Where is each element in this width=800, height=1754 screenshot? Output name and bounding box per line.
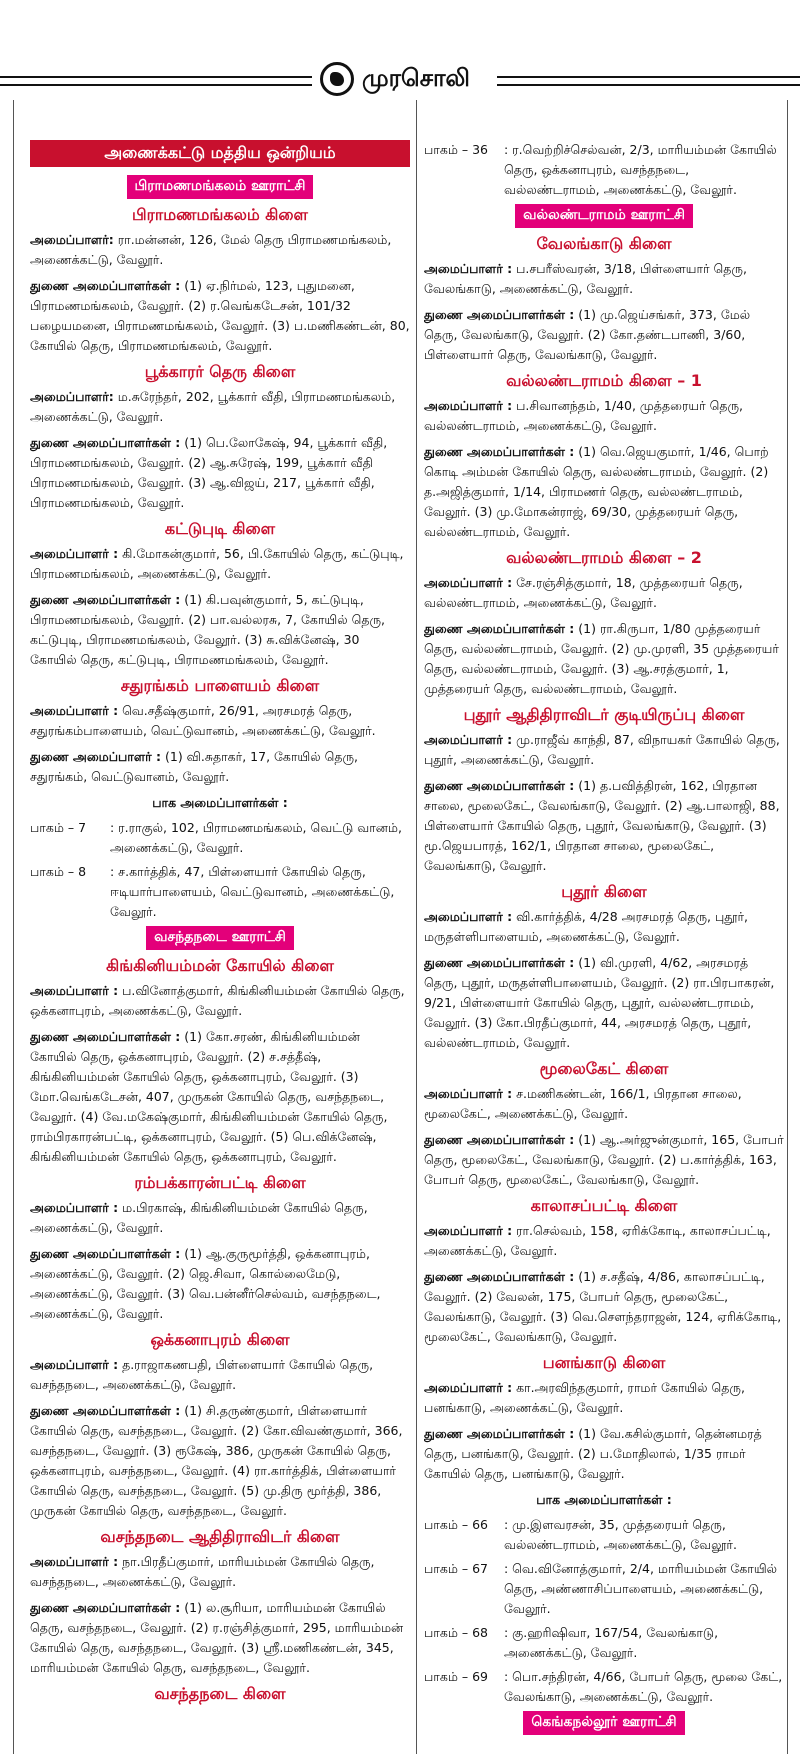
- column-left: [30, 140, 410, 1754]
- organizer-entry: அமைப்பாளர் : ப.சிவானந்தம், 1/40, முத்தரையர் தெரு, வல்லண்டராமம், அணைக்கட்டு, வேலூர்.: [424, 398, 744, 433]
- organizer-entry: அமைப்பாளர் : கா.அரவிந்தகுமார், ராமர் கோயில் தெரு, பனங்காடு, அணைக்கட்டு, வேலூர்.: [424, 1380, 745, 1415]
- branch-title: ரம்பக்காரன்பட்டி கிளை: [134, 1173, 306, 1192]
- branch-title: வல்லண்டராமம் கிளை – 1: [506, 371, 702, 390]
- assistant-organizers-entry: துணை அமைப்பாளர் : (1) வி.சுதாகர், 17, கோயில் தெரு, சதுரங்கம், வெட்டுவானம், வேலூர்.: [30, 749, 359, 784]
- ward-entry: பாகம் – 69 : பொ.சந்திரன், 4/66, போபர் தெரு, மூலை கேட், வேலங்காடு, அணைக்கட்டு, வேலூர்.: [424, 1669, 783, 1704]
- masthead: [0, 0, 800, 100]
- branch-title: பனங்காடு கிளை: [542, 1353, 666, 1372]
- ward-organizers-title: பாக அமைப்பாளர்கள் :: [536, 1492, 672, 1507]
- assistant-organizers-entry: துணை அமைப்பாளர்கள் : (1) வெ.ஜெயகுமார், 1/46, பொற் கொடி அம்மன் கோயில் தெரு, வல்லண்டராமம், வேலூர். (2) த.அஜித்குமார், 1/14, பிராமணர் தெரு, வல்லண்டராமம், வேலூர். (3) மு.மோகன்ராஜ், 69/30, முத்தரையர் தெரு, வல்லண்டராமம், வேலூர்.: [424, 444, 769, 539]
- assistant-organizers-entry: துணை அமைப்பாளர்கள் : (1) சி.தருண்குமார், பிள்ளையார் கோயில் தெரு, வசந்தநடை, வேலூர். (2) கோ.விவண்குமார், 366, வசந்தநடை, வேலூர். (3) ரூகேஷ், 386, முருகன் கோயில் தெரு, ஒக்கனாபுரம், வசந்தநடை, வேலூர். (4) ரா.கார்த்திக், பிள்ளையார் கோயில் தெரு, வசந்தநடை, வேலூர். (5) மு.திரு மூர்த்தி, 386, முருகன் கோயில் தெரு, வசந்தநடை, வேலூர்.: [30, 1403, 403, 1518]
- organizer-entry: அமைப்பாளர் : ப.சபரீஸ்வரன், 3/18, பிள்ளையார் தெரு, வேலங்காடு, அணைக்கட்டு, வேலூர்.: [424, 261, 747, 296]
- district-header: அணைக்கட்டு மத்திய ஒன்றியம்: [30, 140, 410, 167]
- organizer-entry: அமைப்பாளர் : த.ராஜாகணபதி, பிள்ளையார் கோயில் தெரு, வசந்தநடை, அணைக்கட்டு, வேலூர்.: [30, 1357, 374, 1392]
- panchayat-header: பிராமணமங்கலம் ஊராட்சி: [127, 175, 314, 199]
- organizer-entry: அமைப்பாளர்: ம.சுரேந்தர், 202, பூக்கார் வீதி, பிராமணமங்கலம், அணைக்கட்டு, வேலூர்.: [30, 389, 396, 424]
- branch-title: கிங்கினியம்மன் கோயில் கிளை: [106, 956, 334, 975]
- organizer-entry: அமைப்பாளர் : மு.ராஜீவ் காந்தி, 87, விநாயகர் கோயில் தெரு, புதூர், அணைக்கட்டு, வேலூர்.: [424, 732, 780, 767]
- masthead-rule-right: [497, 76, 800, 86]
- panchayat-header: வசந்தநடை ஊராட்சி: [146, 926, 294, 950]
- assistant-organizers-entry: துணை அமைப்பாளர்கள் : (1) கி.பவுன்குமார், 5, கட்டுபுடி, பிராமணமங்கலம், வேலூர். (2) பா.வல்லரசு, 7, கோயில் தெரு, கட்டுபுடி, பிராமணமங்கலம், வேலூர். (3) சு.விக்னேஷ், 30 கோயில் தெரு, கட்டுபுடி, பிராமணமங்கலம், வேலூர்.: [30, 592, 386, 667]
- branch-title: வேலங்காடு கிளை: [536, 234, 672, 253]
- branch-title: புதூர் ஆதிதிராவிடர் குடியிருப்பு கிளை: [463, 705, 745, 724]
- assistant-organizers-entry: துணை அமைப்பாளர்கள் : (1) பெ.லோகேஷ், 94, பூக்கார் வீதி, பிராமணமங்கலம், வேலூர். (2) ஆ.சுரேஷ், 199, பூக்கார் வீதி பிராமணமங்கலம், வேலூர். (3) ஆ.விஜய், 217, பூக்கார் வீதி, பிராமணமங்கலம், வேலூர்.: [30, 435, 388, 510]
- branch-title: புதூர் கிளை: [561, 882, 647, 901]
- organizer-entry: அமைப்பாளர் : சே.ரஞ்சித்குமார், 18, முத்தரையர் தெரு, வல்லண்டராமம், அணைக்கட்டு, வேலூர்.: [424, 575, 743, 610]
- assistant-organizers-entry: துணை அமைப்பாளர்கள் : (1) வே.கசில்குமார், தென்னமரத் தெரு, பனங்காடு, வேலூர். (2) ப.மோதிலால், 1/35 ராமர் கோயில் தெரு, பனங்காடு, வேலூர்.: [424, 1426, 762, 1481]
- ward-entry: பாகம் – 36 : ர.வெற்றிச்செல்வன், 2/3, மாரியம்மன் கோயில் தெரு, ஒக்கனாபுரம், வசந்தநடை, வல்லண்டராமம், அணைக்கட்டு, வேலூர்.: [424, 142, 777, 197]
- column-divider: [787, 100, 788, 1754]
- branch-title: மூலைகேட் கிளை: [539, 1059, 669, 1078]
- masthead-rule-left: [0, 76, 312, 86]
- panchayat-header: வல்லண்டராமம் ஊராட்சி: [515, 204, 693, 228]
- ward-entry: பாகம் – 67 : வெ.வினோத்குமார், 2/4, மாரியம்மன் கோயில் தெரு, அண்ணாசிப்பாளையம், அணைக்கட்டு, வேலூர்.: [424, 1561, 778, 1616]
- ward-entry: பாகம் – 7 : ர.ராகுல், 102, பிராமணமங்கலம், வெட்டு வானம், அணைக்கட்டு, வேலூர்.: [30, 820, 402, 855]
- paper-name: முரசொலி: [362, 64, 470, 92]
- ward-entry: பாகம் – 8 : ச.கார்த்திக், 47, பிள்ளையார் கோயில் தெரு, ஈடியார்பாளையம், வெட்டுவானம், அணைக்கட்டு, வேலூர்.: [30, 864, 395, 919]
- assistant-organizers-entry: துணை அமைப்பாளர்கள் : (1) ஆ.அர்ஜுன்குமார், 165, போபர் தெரு, மூலைகேட், வேலங்காடு, வேலூர். (2) ப.கார்த்திக், 163, போபர் தெரு, மூலைகேட், வேலங்காடு, வேலூர்.: [424, 1132, 784, 1187]
- ward-entry: பாகம் – 68 : கு.ஹரிஷிவா, 167/54, வேலங்காடு, அணைக்கட்டு, வேலூர்.: [424, 1625, 719, 1660]
- assistant-organizers-entry: துணை அமைப்பாளர்கள் : (1) மு.ஜெய்சங்கர், 373, மேல் தெரு, வேலங்காடு, வேலூர். (2) கோ.தண்டபாணி, 3/60, பிள்ளையார் தெரு, வேலங்காடு, வேலூர்.: [424, 307, 751, 362]
- organizer-entry: அமைப்பாளர் : ச.மணிகண்டன், 166/1, பிரதான சாலை, மூலைகேட், அணைக்கட்டு, வேலூர்.: [424, 1086, 742, 1121]
- panchayat-header: கெங்கநல்லூர் ஊராட்சி: [523, 1711, 684, 1735]
- organizer-entry: அமைப்பாளர் : ரா.செல்வம், 158, ஏரிக்கோடி, காலாசப்பட்டி, அணைக்கட்டு, வேலூர்.: [424, 1223, 771, 1258]
- organizer-entry: அமைப்பாளர் : வி.கார்த்திக், 4/28 அரசமரத் தெரு, புதூர், மருதள்ளிபாளையம், அணைக்கட்டு, வேலூர்.: [424, 909, 748, 944]
- organizer-entry: அமைப்பாளர் : ம.பிரகாஷ், கிங்கினியம்மன் கோயில் தெரு, அணைக்கட்டு, வேலூர்.: [30, 1200, 368, 1235]
- organizer-entry: அமைப்பாளர் : ப.வினோத்குமார், கிங்கினியம்மன் கோயில் தெரு, ஒக்கனாபுரம், அணைக்கட்டு, வேலூர்.: [30, 983, 405, 1018]
- organizer-entry: அமைப்பாளர்: ரா.மன்னன், 126, மேல் தெரு பிராமணமங்கலம், அணைக்கட்டு, வேலூர்.: [30, 232, 392, 267]
- organizer-entry: அமைப்பாளர் : நா.பிரதீப்குமார், மாரியம்மன் கோயில் தெரு, வசந்தநடை, அணைக்கட்டு, வேலூர்.: [30, 1554, 375, 1589]
- assistant-organizers-entry: துணை அமைப்பாளர்கள் : (1) வி.முரளி, 4/62, அரசமரத் தெரு, புதூர், மருதள்ளிபாளையம், வேலூர். (2) ரா.பிரபாகரன், 9/21, பிள்ளையார் கோயில் தெரு, புதூர், வல்லண்டராமம், வேலூர். (3) கோ.பிரதீப்குமார், 44, அரசமரத் தெரு, புதூர், வல்லண்டராமம், வேலூர்.: [424, 955, 775, 1050]
- branch-title: வல்லண்டராமம் கிளை – 2: [506, 548, 702, 567]
- column-divider: [13, 100, 14, 1754]
- organizer-entry: அமைப்பாளர் : கி.மோகன்குமார், 56, பி.கோயில் தெரு, கட்டுபுடி, பிராமணமங்கலம், அணைக்கட்டு, வேலூர்.: [30, 546, 404, 581]
- branch-title: ஒக்கனாபுரம் கிளை: [150, 1330, 290, 1349]
- column-divider: [416, 100, 417, 1754]
- ward-organizers-title: பாக அமைப்பாளர்கள் :: [152, 795, 288, 810]
- branch-title: பிராமணமங்கலம் கிளை: [132, 205, 308, 224]
- branch-title: காலாசப்பட்டி கிளை: [530, 1196, 678, 1215]
- branch-title: பூக்காரர் தெரு கிளை: [144, 362, 296, 381]
- column-right: [424, 140, 784, 1754]
- rooster-emblem-icon: [320, 62, 354, 96]
- assistant-organizers-entry: துணை அமைப்பாளர்கள் : (1) ஏ.நிர்மல், 123, புதுமனை, பிராமணமங்கலம், வேலூர். (2) ர.வெங்கடேசன், 101/32 பழையமனை, பிராமணமங்கலம், வேலூர். (3) ப.மணிகண்டன், 80, கோயில் தெரு, பிராமணமங்கலம், வேலூர்.: [30, 278, 410, 353]
- assistant-organizers-entry: துணை அமைப்பாளர்கள் : (1) ச.சதீஷ், 4/86, காலாசப்பட்டி, வேலூர். (2) வேலன், 175, போபர் தெரு, மூலைகேட், வேலங்காடு, வேலூர். (3) வெ.சௌந்தராஜன், 124, ஏரிக்கோடி, மூலைகேட், வேலங்காடு, வேலூர்.: [424, 1269, 782, 1344]
- branch-title: சதுரங்கம் பாளையம் கிளை: [120, 676, 320, 695]
- assistant-organizers-entry: துணை அமைப்பாளர்கள் : (1) கோ.சரண், கிங்கினியம்மன் கோயில் தெரு, ஒக்கனாபுரம், வேலூர். (2) ச.சத்தீஷ், கிங்கினியம்மன் கோயில் தெரு, ஒக்கனாபுரம், வேலூர். (3) மோ.வெங்கடேசன், 407, முருகன் கோயில் தெரு, வசந்தநடை, வேலூர். (4) வே.மகேஷ்குமார், கிங்கினியம்மன் கோயில் தெரு, ராம்பிரகாரன்பட்டி, ஒக்கனாபுரம், வேலூர். (5) பெ.விக்னேஷ், கிங்கினியம்மன் கோயில் தெரு, ஒக்கனாபுரம், வேலூர்.: [30, 1029, 388, 1164]
- organizer-entry: அமைப்பாளர் : வெ.சதீஷ்குமார், 26/91, அரசமரத் தெரு, சதுரங்கம்பாளையம், வெட்டுவானம், அணைக்கட்டு, வேலூர்.: [30, 703, 376, 738]
- branch-title: கட்டுபுடி கிளை: [164, 519, 276, 538]
- assistant-organizers-entry: துணை அமைப்பாளர்கள் : (1) ல.சூரியா, மாரியம்மன் கோயில் தெரு, வசந்தநடை, வேலூர். (2) ர.ரஞ்சித்குமார், 295, மாரியம்மன் கோயில் தெரு, வசந்தநடை, வேலூர். (3) ஸ்ரீ.மணிகண்டன், 345, மாரியம்மன் கோயில் தெரு, வசந்தநடை, வேலூர்.: [30, 1600, 404, 1675]
- branch-title: வசந்தநடை ஆதிதிராவிடர் கிளை: [100, 1527, 340, 1546]
- assistant-organizers-entry: துணை அமைப்பாளர்கள் : (1) த.பவித்திரன், 162, பிரதான சாலை, மூலைகேட், வேலங்காடு, வேலூர். (2) ஆ.பாலாஜி, 88, பிள்ளையார் கோயில் தெரு, புதூர், வேலங்காடு, வேலூர். (3) மூ.ஜெயபாரத், 162/1, பிரதான சாலை, மூலைகேட், வேலங்காடு, வேலூர்.: [424, 778, 780, 873]
- assistant-organizers-entry: துணை அமைப்பாளர்கள் : (1) ரா.கிருபா, 1/80 முத்தரையர் தெரு, வல்லண்டராமம், வேலூர். (2) மு.முரளி, 35 முத்தரையர் தெரு, வல்லண்டராமம், வேலூர். (3) ஆ.சரத்குமார், 1, முத்தரையர் தெரு, வல்லண்டராமம், வேலூர்.: [424, 621, 779, 696]
- ward-entry: பாகம் – 66 : மு.இளவரசன், 35, முத்தரையர் தெரு, வல்லண்டராமம், அணைக்கட்டு, வேலூர்.: [424, 1517, 737, 1552]
- assistant-organizers-entry: துணை அமைப்பாளர்கள் : (1) ஆ.குருமூர்த்தி, ஒக்கனாபுரம், அணைக்கட்டு, வேலூர். (2) ஜெ.சிவா, கொல்லைமேடு, அணைக்கட்டு, வேலூர். (3) வெ.பன்னீர்செல்வம், வசந்தநடை, அணைக்கட்டு, வேலூர்.: [30, 1246, 381, 1321]
- branch-title: வசந்தநடை கிளை: [154, 1684, 286, 1703]
